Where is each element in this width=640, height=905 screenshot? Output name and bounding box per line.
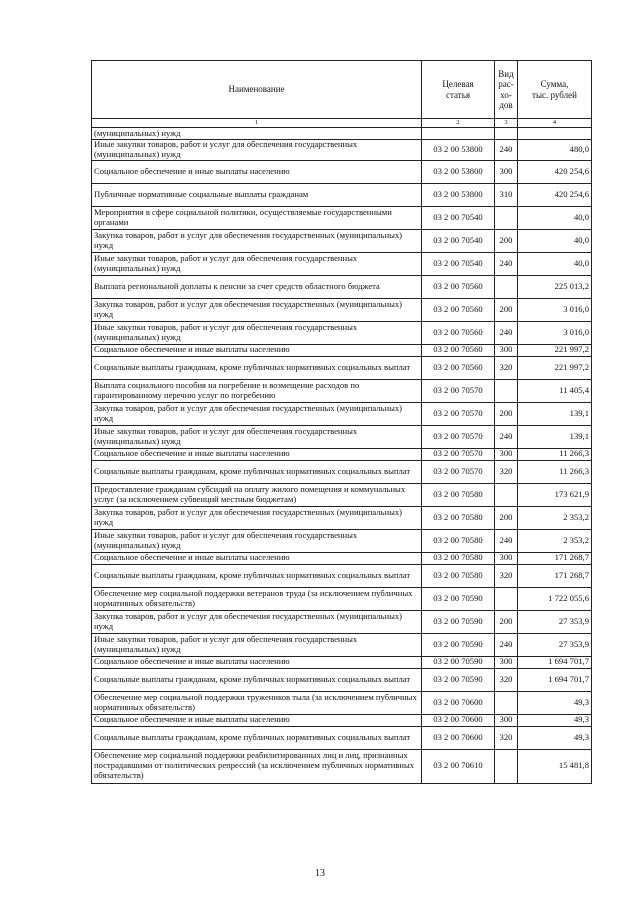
header-target [422,61,495,119]
expense-type-cell: 320 [495,460,518,483]
amount-cell: 27 353,9 [518,610,592,633]
name-cell: Социальные выплаты гражданам, кроме публичных нормативных социальных выплат [92,356,422,379]
header-target-line-2: статья [446,89,470,100]
table-row [92,610,592,633]
name-cell: Иные закупки товаров, работ и услуг для обеспечения государственных (муниципальных) нужд [92,252,422,275]
name-cell: Публичные нормативные социальные выплаты гражданам [92,183,422,206]
target-code-cell: 03 2 00 70570 [422,402,495,425]
amount-cell: 40,0 [518,252,592,275]
expense-type-cell: 310 [495,183,518,206]
target-code-cell: 03 2 00 70590 [422,610,495,633]
target-code-cell: 03 2 00 70560 [422,344,495,356]
amount-cell: 49,3 [518,691,592,714]
expense-type-cell [495,379,518,402]
target-code-cell: 03 2 00 70580 [422,564,495,587]
table-row [92,356,592,379]
table-row [92,714,592,726]
target-code-cell: 03 2 00 53800 [422,183,495,206]
table-body [92,128,592,784]
table-row [92,564,592,587]
target-code-cell: 03 2 00 70580 [422,552,495,564]
expense-type-cell: 300 [495,714,518,726]
header-sum-line-2: тыс. рублей [532,89,577,100]
target-code-cell: 03 2 00 70560 [422,356,495,379]
amount-cell: 171 268,7 [518,552,592,564]
name-cell: Закупка товаров, работ и услуг для обеспечения государственных (муниципальных) нужд [92,229,422,252]
table-row [92,633,592,656]
expense-type-cell: 240 [495,140,518,161]
expense-type-cell: 300 [495,344,518,356]
target-code-cell: 03 2 00 70560 [422,275,495,298]
amount-cell: 2 353,2 [518,506,592,529]
table-row [92,252,592,275]
target-code-cell: 03 2 00 70570 [422,448,495,460]
name-cell: Закупка товаров, работ и услуг для обеспечения государственных (муниципальных) нужд [92,298,422,321]
target-code-cell: 03 2 00 70540 [422,252,495,275]
table-row [92,128,592,140]
column-number: 3 [495,119,518,128]
amount-cell: 11 266,3 [518,448,592,460]
amount-cell: 2 353,2 [518,529,592,552]
amount-cell: 49,3 [518,726,592,749]
target-code-cell: 03 2 00 70540 [422,229,495,252]
expense-type-cell: 200 [495,610,518,633]
table-row [92,206,592,229]
header-vid-line-1: Вид [498,68,514,79]
header-target-line-1: Целевая [442,79,474,90]
amount-cell: 49,3 [518,714,592,726]
target-code-cell: 03 2 00 70570 [422,460,495,483]
name-cell: Обеспечение мер социальной поддержки ветеранов труда (за исключением публичных нормативных обязательств) [92,587,422,610]
target-code-cell: 03 2 00 70570 [422,379,495,402]
name-cell: Социальные выплаты гражданам, кроме публичных нормативных социальных выплат [92,460,422,483]
target-code-cell: 03 2 00 70590 [422,668,495,691]
header-vid-line-4: дов [499,99,513,110]
expense-type-cell [495,128,518,140]
table-row [92,229,592,252]
amount-cell: 173 621,9 [518,483,592,506]
table-row [92,587,592,610]
column-number: 4 [518,119,592,128]
name-cell: Обеспечение мер социальной поддержки реабилитированных лиц и лиц, признанных пострадавшими от политических репрессий (за исключением публичных нормативных обязательств) [92,749,422,783]
target-code-cell: 03 2 00 70540 [422,206,495,229]
table-row [92,552,592,564]
header-name: Наименование [92,61,422,119]
table-row [92,140,592,161]
amount-cell: 3 016,0 [518,321,592,344]
name-cell: Социальное обеспечение и иные выплаты населению [92,656,422,668]
target-code-cell: 03 2 00 53800 [422,140,495,161]
expense-type-cell [495,749,518,783]
table-row [92,160,592,183]
header-sum [518,61,592,119]
expense-type-cell: 200 [495,402,518,425]
target-code-cell: 03 2 00 70590 [422,633,495,656]
table-row [92,483,592,506]
header-vid-line-2: рас- [498,79,514,90]
expense-type-cell: 200 [495,229,518,252]
target-code-cell: 03 2 00 70600 [422,691,495,714]
amount-cell: 1 694 701,7 [518,656,592,668]
name-cell: Социальное обеспечение и иные выплаты населению [92,714,422,726]
name-cell: (муниципальных) нужд [92,128,422,140]
amount-cell: 3 016,0 [518,298,592,321]
table-row [92,402,592,425]
expense-type-cell: 200 [495,298,518,321]
name-cell: Выплата социального пособия на погребение и возмещение расходов по гарантированному перечню услуг по погребению [92,379,422,402]
target-code-cell: 03 2 00 53800 [422,160,495,183]
page-number: 13 [315,868,325,879]
table-row [92,183,592,206]
target-code-cell: 03 2 00 70610 [422,749,495,783]
table-row [92,749,592,783]
name-cell: Иные закупки товаров, работ и услуг для обеспечения государственных (муниципальных) нужд [92,529,422,552]
target-code-cell: 03 2 00 70600 [422,714,495,726]
target-code-cell: 03 2 00 70590 [422,587,495,610]
name-cell: Закупка товаров, работ и услуг для обеспечения государственных (муниципальных) нужд [92,506,422,529]
amount-cell: 1 694 701,7 [518,668,592,691]
amount-cell: 480,0 [518,140,592,161]
target-code-cell: 03 2 00 70580 [422,506,495,529]
expense-type-cell: 320 [495,668,518,691]
column-number-row [92,119,592,128]
table-row [92,726,592,749]
name-cell: Социальное обеспечение и иные выплаты населению [92,448,422,460]
expense-type-cell: 300 [495,160,518,183]
expense-type-cell [495,483,518,506]
amount-cell: 1 722 055,6 [518,587,592,610]
table-row [92,425,592,448]
table-row [92,529,592,552]
column-number: 1 [92,119,422,128]
amount-cell: 221 997,2 [518,344,592,356]
name-cell: Социальные выплаты гражданам, кроме публичных нормативных социальных выплат [92,564,422,587]
header-vid [495,61,518,119]
expense-type-cell [495,206,518,229]
amount-cell [518,128,592,140]
target-code-cell: 03 2 00 70580 [422,529,495,552]
amount-cell: 11 405,4 [518,379,592,402]
name-cell: Иные закупки товаров, работ и услуг для обеспечения государственных (муниципальных) нужд [92,321,422,344]
name-cell: Социальное обеспечение и иные выплаты населению [92,160,422,183]
amount-cell: 27 353,9 [518,633,592,656]
amount-cell: 139,1 [518,402,592,425]
expense-type-cell: 300 [495,552,518,564]
amount-cell: 40,0 [518,206,592,229]
name-cell: Иные закупки товаров, работ и услуг для обеспечения государственных (муниципальных) нужд [92,633,422,656]
table-row [92,656,592,668]
table-row [92,506,592,529]
expense-type-cell: 300 [495,656,518,668]
name-cell: Предоставление гражданам субсидий на оплату жилого помещения и коммунальных услуг (за исключением субвенций местным бюджетам) [92,483,422,506]
name-cell: Закупка товаров, работ и услуг для обеспечения государственных (муниципальных) нужд [92,610,422,633]
expense-type-cell: 240 [495,321,518,344]
table-row [92,379,592,402]
target-code-cell: 03 2 00 70600 [422,726,495,749]
header-sum-line-1: Сумма, [540,79,569,90]
table-row [92,460,592,483]
expense-type-cell: 240 [495,252,518,275]
amount-cell: 15 481,8 [518,749,592,783]
table-row [92,668,592,691]
name-cell: Закупка товаров, работ и услуг для обеспечения государственных (муниципальных) нужд [92,402,422,425]
amount-cell: 139,1 [518,425,592,448]
amount-cell: 221 997,2 [518,356,592,379]
target-code-cell: 03 2 00 70590 [422,656,495,668]
expense-type-cell: 320 [495,726,518,749]
name-cell: Мероприятия в сфере социальной политики, осуществляемые государственными органами [92,206,422,229]
amount-cell: 11 266,3 [518,460,592,483]
name-cell: Социальное обеспечение и иные выплаты населению [92,344,422,356]
expense-type-cell: 200 [495,506,518,529]
table-row [92,448,592,460]
expense-type-cell: 320 [495,564,518,587]
target-code-cell: 03 2 00 70580 [422,483,495,506]
expense-type-cell: 240 [495,529,518,552]
header-vid-line-3: хо- [500,89,512,100]
expense-type-cell: 240 [495,425,518,448]
name-cell: Социальные выплаты гражданам, кроме публичных нормативных социальных выплат [92,726,422,749]
table-row [92,691,592,714]
table-row [92,298,592,321]
table-row [92,275,592,298]
name-cell: Иные закупки товаров, работ и услуг для обеспечения государственных (муниципальных) нужд [92,140,422,161]
column-number: 2 [422,119,495,128]
expense-type-cell [495,587,518,610]
amount-cell: 40,0 [518,229,592,252]
expense-type-cell: 240 [495,633,518,656]
target-code-cell [422,128,495,140]
target-code-cell: 03 2 00 70560 [422,321,495,344]
name-cell: Иные закупки товаров, работ и услуг для обеспечения государственных (муниципальных) нужд [92,425,422,448]
expense-type-cell [495,275,518,298]
target-code-cell: 03 2 00 70570 [422,425,495,448]
expense-type-cell: 300 [495,448,518,460]
table-header-row [92,61,592,119]
amount-cell: 420 254,6 [518,183,592,206]
table-row [92,321,592,344]
amount-cell: 420 254,6 [518,160,592,183]
name-cell: Социальные выплаты гражданам, кроме публичных нормативных социальных выплат [92,668,422,691]
expense-type-cell [495,691,518,714]
target-code-cell: 03 2 00 70560 [422,298,495,321]
expense-type-cell: 320 [495,356,518,379]
amount-cell: 171 268,7 [518,564,592,587]
budget-table [91,60,592,784]
name-cell: Выплата региональной доплаты к пенсии за счет средств областного бюджета [92,275,422,298]
name-cell: Обеспечение мер социальной поддержки тружеников тыла (за исключением публичных нормативных обязательств) [92,691,422,714]
table-row [92,344,592,356]
name-cell: Социальное обеспечение и иные выплаты населению [92,552,422,564]
amount-cell: 225 013,2 [518,275,592,298]
